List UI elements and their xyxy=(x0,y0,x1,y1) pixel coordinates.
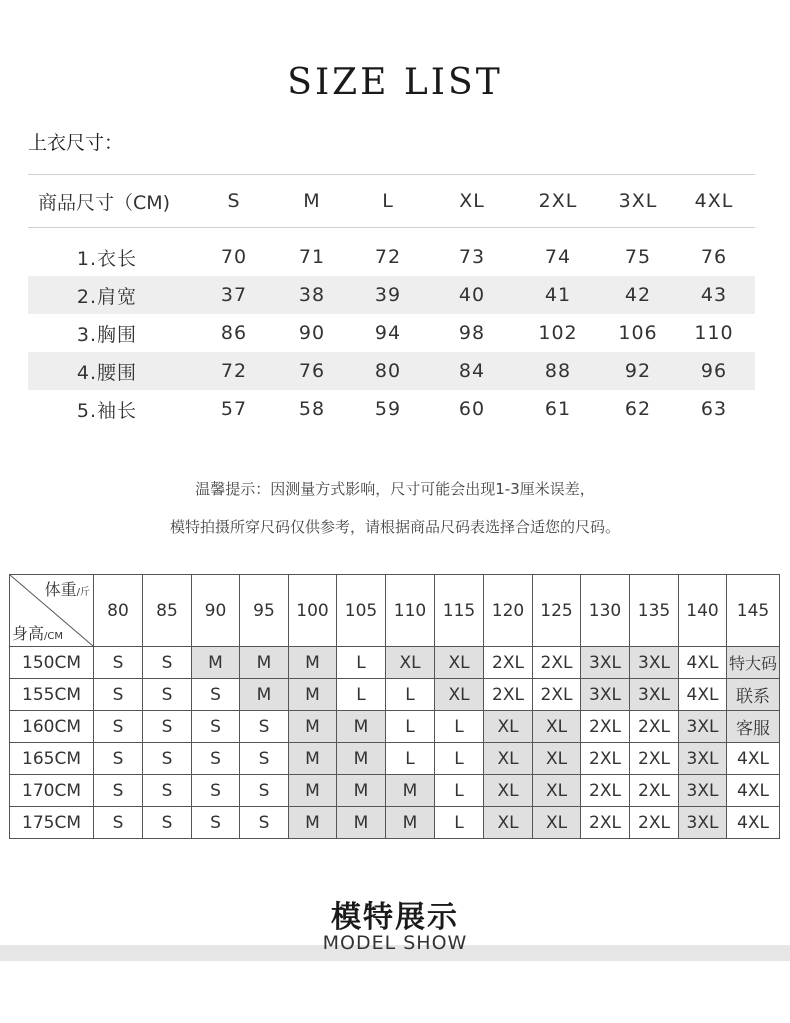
measurement-value: 37 xyxy=(220,284,248,306)
size-recommendation: 3XL xyxy=(581,679,630,711)
size-header: XL xyxy=(459,190,485,212)
chart-corner-cell xyxy=(10,575,94,647)
size-table-row xyxy=(28,314,755,352)
size-recommendation: XL xyxy=(533,711,581,743)
size-recommendation: M xyxy=(240,679,289,711)
size-table-row xyxy=(28,238,755,276)
weight-header: 105 xyxy=(337,575,386,647)
size-recommendation: L xyxy=(386,743,435,775)
size-recommendation: S xyxy=(94,743,143,775)
weight-header: 120 xyxy=(484,575,533,647)
tip-text: 温馨提示：因测量方式影响，尺寸可能会出现1-3厘米误差， xyxy=(195,480,595,498)
model-show-subtitle: MODEL SHOW xyxy=(322,932,468,954)
measurement-value: 75 xyxy=(624,246,652,268)
size-recommendation: S xyxy=(94,807,143,839)
size-recommendation: L xyxy=(386,679,435,711)
size-recommendation: M xyxy=(289,743,337,775)
measurement-value: 70 xyxy=(220,246,248,268)
size-recommendation: S xyxy=(143,775,192,807)
measurement-value: 110 xyxy=(694,322,734,344)
chart-row xyxy=(10,775,780,807)
row-label: 1.衣长 xyxy=(76,247,138,270)
measurement-value: 73 xyxy=(458,246,486,268)
chart-row xyxy=(10,711,780,743)
measurement-value: 60 xyxy=(458,398,486,420)
size-header: 2XL xyxy=(538,190,578,212)
size-recommendation: S xyxy=(192,775,240,807)
size-recommendation: L xyxy=(435,743,484,775)
size-recommendation: 3XL xyxy=(679,711,727,743)
size-recommendation: S xyxy=(192,743,240,775)
size-recommendation: S xyxy=(192,711,240,743)
size-recommendation: L xyxy=(386,711,435,743)
size-recommendation: S xyxy=(143,807,192,839)
height-label: 150CM xyxy=(10,647,94,679)
model-show-title: 模特展示 xyxy=(331,900,459,935)
size-recommendation: L xyxy=(435,775,484,807)
weight-header: 140 xyxy=(679,575,727,647)
size-recommendation: 2XL xyxy=(484,679,533,711)
size-recommendation: XL xyxy=(484,775,533,807)
size-recommendation: XL xyxy=(533,743,581,775)
size-recommendation: 2XL xyxy=(630,743,679,775)
size-recommendation: S xyxy=(143,679,192,711)
size-recommendation: 客服 xyxy=(727,711,780,743)
measurement-value: 42 xyxy=(624,284,652,306)
measurement-value: 74 xyxy=(544,246,572,268)
corner-height-label: 身高/CM xyxy=(12,624,63,643)
measurement-value: 106 xyxy=(618,322,658,344)
weight-header: 130 xyxy=(581,575,630,647)
size-recommendation: S xyxy=(94,775,143,807)
weight-header: 115 xyxy=(435,575,484,647)
size-recommendation: M xyxy=(289,807,337,839)
measurement-value: 62 xyxy=(624,398,652,420)
weight-header: 95 xyxy=(240,575,289,647)
size-recommendation: 3XL xyxy=(679,743,727,775)
header-label: 商品尺寸（CM) xyxy=(38,191,171,214)
weight-height-chart xyxy=(9,574,780,839)
size-recommendation: XL xyxy=(533,775,581,807)
size-table-row xyxy=(28,390,755,428)
measurement-value: 63 xyxy=(700,398,728,420)
size-recommendation: 2XL xyxy=(630,807,679,839)
size-recommendation: M xyxy=(289,679,337,711)
size-table-header xyxy=(28,174,755,228)
size-recommendation: S xyxy=(94,711,143,743)
size-recommendation: 4XL xyxy=(679,679,727,711)
row-label: 5.袖长 xyxy=(76,399,138,422)
measurement-value: 76 xyxy=(700,246,728,268)
size-recommendation: 2XL xyxy=(630,711,679,743)
measurement-value: 61 xyxy=(544,398,572,420)
height-label: 170CM xyxy=(10,775,94,807)
size-recommendation: XL xyxy=(484,711,533,743)
size-recommendation: 3XL xyxy=(679,775,727,807)
chart-row xyxy=(10,807,780,839)
size-recommendation: S xyxy=(143,647,192,679)
size-recommendation: M xyxy=(337,743,386,775)
weight-header: 90 xyxy=(192,575,240,647)
size-recommendation: 特大码 xyxy=(727,647,780,679)
size-recommendation: S xyxy=(192,679,240,711)
size-header: 4XL xyxy=(694,190,734,212)
measurement-value: 57 xyxy=(220,398,248,420)
row-label: 3.胸围 xyxy=(76,323,138,346)
chart-row xyxy=(10,679,780,711)
size-recommendation: 2XL xyxy=(581,743,630,775)
measurement-value: 72 xyxy=(374,246,402,268)
measurement-value: 40 xyxy=(458,284,486,306)
size-recommendation: 2XL xyxy=(533,647,581,679)
corner-weight-label: 体重/斤 xyxy=(44,580,90,599)
measurement-value: 102 xyxy=(538,322,578,344)
weight-header: 80 xyxy=(94,575,143,647)
row-label: 2.肩宽 xyxy=(76,285,138,308)
size-header: L xyxy=(382,190,394,212)
measurement-value: 98 xyxy=(458,322,486,344)
measurement-value: 86 xyxy=(220,322,248,344)
size-recommendation: S xyxy=(94,647,143,679)
size-recommendation: M xyxy=(289,647,337,679)
size-recommendation: XL xyxy=(533,807,581,839)
size-recommendation: 4XL xyxy=(679,647,727,679)
size-recommendation: 2XL xyxy=(484,647,533,679)
measurement-value: 80 xyxy=(374,360,402,382)
measurement-value: 59 xyxy=(374,398,402,420)
size-recommendation: M xyxy=(386,807,435,839)
size-recommendation: 3XL xyxy=(630,647,679,679)
size-recommendation: XL xyxy=(386,647,435,679)
measurement-value: 71 xyxy=(298,246,326,268)
size-recommendation: XL xyxy=(435,679,484,711)
size-recommendation: S xyxy=(143,711,192,743)
row-label: 4.腰围 xyxy=(76,361,138,384)
chart-row xyxy=(10,647,780,679)
weight-header: 145 xyxy=(727,575,780,647)
size-header: 3XL xyxy=(618,190,658,212)
measurement-value: 43 xyxy=(700,284,728,306)
size-recommendation: S xyxy=(240,743,289,775)
size-table-row xyxy=(28,352,755,390)
size-recommendation: M xyxy=(337,807,386,839)
measurement-value: 88 xyxy=(544,360,572,382)
size-recommendation: M xyxy=(289,775,337,807)
measurement-value: 96 xyxy=(700,360,728,382)
size-recommendation: 2XL xyxy=(581,775,630,807)
height-label: 155CM xyxy=(10,679,94,711)
size-recommendation: 联系 xyxy=(727,679,780,711)
size-recommendation: 2XL xyxy=(581,807,630,839)
size-recommendation: 2XL xyxy=(630,775,679,807)
size-recommendation: L xyxy=(435,711,484,743)
weight-header: 125 xyxy=(533,575,581,647)
size-recommendation: S xyxy=(240,711,289,743)
size-recommendation: L xyxy=(337,679,386,711)
size-recommendation: M xyxy=(386,775,435,807)
measurement-value: 41 xyxy=(544,284,572,306)
size-recommendation: S xyxy=(192,807,240,839)
size-recommendation: M xyxy=(337,711,386,743)
size-recommendation: L xyxy=(337,647,386,679)
measurement-value: 84 xyxy=(458,360,486,382)
size-recommendation: M xyxy=(240,647,289,679)
size-table-row xyxy=(28,276,755,314)
size-recommendation: M xyxy=(337,775,386,807)
size-recommendation: XL xyxy=(435,647,484,679)
size-header: S xyxy=(227,190,241,212)
measurement-value: 92 xyxy=(624,360,652,382)
tip-text: 模特拍摄所穿尺码仅供参考，请根据商品尺码表选择合适您的尺码。 xyxy=(169,518,620,536)
weight-header: 85 xyxy=(143,575,192,647)
measurement-value: 72 xyxy=(220,360,248,382)
size-recommendation: 3XL xyxy=(581,647,630,679)
section-label: 上衣尺寸： xyxy=(28,132,124,154)
size-recommendation: S xyxy=(240,775,289,807)
size-recommendation: M xyxy=(192,647,240,679)
size-recommendation: XL xyxy=(484,743,533,775)
page-title: SIZE LIST xyxy=(287,62,503,103)
size-recommendation: 2XL xyxy=(533,679,581,711)
size-header: M xyxy=(303,190,321,212)
size-recommendation: 4XL xyxy=(727,743,780,775)
height-label: 165CM xyxy=(10,743,94,775)
size-recommendation: XL xyxy=(484,807,533,839)
weight-header: 110 xyxy=(386,575,435,647)
measurement-value: 39 xyxy=(374,284,402,306)
size-recommendation: M xyxy=(289,711,337,743)
measurement-value: 94 xyxy=(374,322,402,344)
size-recommendation: 3XL xyxy=(679,807,727,839)
size-recommendation: 3XL xyxy=(630,679,679,711)
size-recommendation: S xyxy=(240,807,289,839)
measurement-value: 76 xyxy=(298,360,326,382)
height-label: 175CM xyxy=(10,807,94,839)
chart-row xyxy=(10,743,780,775)
size-recommendation: S xyxy=(143,743,192,775)
size-recommendation: L xyxy=(435,807,484,839)
weight-header: 100 xyxy=(289,575,337,647)
size-table xyxy=(28,174,755,428)
size-recommendation: 4XL xyxy=(727,807,780,839)
weight-header: 135 xyxy=(630,575,679,647)
size-recommendation: 4XL xyxy=(727,775,780,807)
measurement-value: 38 xyxy=(298,284,326,306)
measurement-value: 90 xyxy=(298,322,326,344)
measurement-value: 58 xyxy=(298,398,326,420)
size-recommendation: 2XL xyxy=(581,711,630,743)
size-recommendation: S xyxy=(94,679,143,711)
height-label: 160CM xyxy=(10,711,94,743)
